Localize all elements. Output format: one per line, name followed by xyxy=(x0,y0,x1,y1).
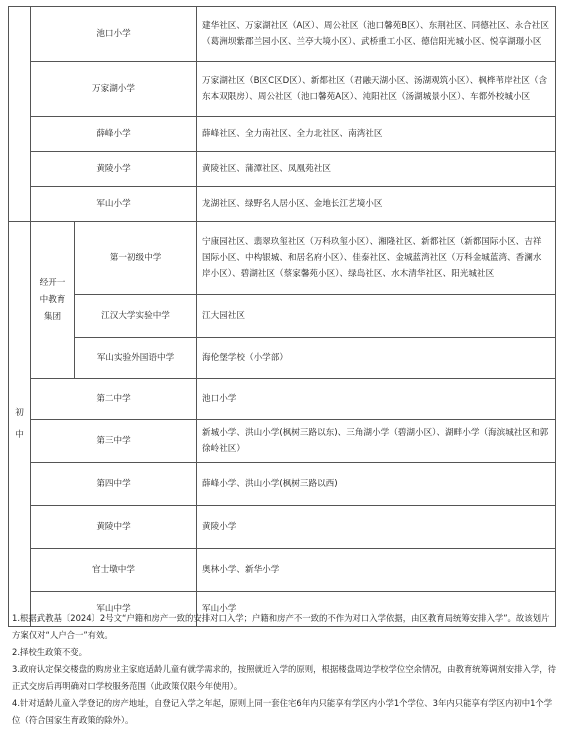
catchment-scope: 新城小学、洪山小学(枫树三路以东)、三角湖小学（碧湖小区）、湖畔小学（海滨城社区和郭徐岭社区） xyxy=(197,420,556,463)
school-zoning-table xyxy=(8,6,556,627)
level-cell-middle xyxy=(9,222,31,627)
table-row xyxy=(9,379,556,420)
table-row xyxy=(9,187,556,222)
school-name: 黄陵小学 xyxy=(31,152,197,187)
catchment-scope: 江大园社区 xyxy=(197,295,556,338)
school-name: 薛峰小学 xyxy=(31,117,197,152)
level-label: 初中 xyxy=(15,408,24,440)
note-item: 1.根据武教基〔2024〕2号文“户籍和房产一致的安排对口入学；户籍和房产不一致的不作为对口入学依据，由区教育局统筹安排入学”。故该划片方案仅对“人户合一”有效。 xyxy=(12,613,550,640)
school-name: 江汉大学实验中学 xyxy=(75,295,197,338)
school-name: 官士墩中学 xyxy=(31,549,197,592)
catchment-scope: 宁康园社区、翡翠玖玺社区（万科玖玺小区）、湘隆社区、新都社区（新都国际小区、吉祥国际小区、中构银城、和居名府小区）、佳泰社区、金城蓝湾社区（万科金城蓝湾、香澜水岸小区）、碧湖社区（蔡家馨苑小区）、绿岛社区、水木清华社区、阳光城社区 xyxy=(197,222,556,295)
policy-notes xyxy=(12,610,556,729)
school-name: 池口小学 xyxy=(31,7,197,62)
catchment-scope: 池口小学 xyxy=(197,379,556,420)
table-row xyxy=(9,117,556,152)
level-cell-primary-continued xyxy=(9,7,31,222)
school-name: 万家湖小学 xyxy=(31,62,197,117)
school-name: 第三中学 xyxy=(31,420,197,463)
catchment-scope: 龙湖社区、绿野名人居小区、金地长江艺境小区 xyxy=(197,187,556,222)
catchment-scope: 建华社区、万家湖社区（A区）、周公社区（池口馨苑B区）、东荆社区、同德社区、永合社区（葛洲坝紫郡兰园小区、兰亭大境小区）、武桥重工小区、德信阳光城小区、悦享湖璟小区 xyxy=(197,7,556,62)
school-name: 军山实验外国语中学 xyxy=(75,338,197,379)
catchment-scope: 薛峰社区、全力南社区、全力北社区、南湾社区 xyxy=(197,117,556,152)
table-row xyxy=(9,549,556,592)
school-name: 黄陵中学 xyxy=(31,506,197,549)
table-row xyxy=(9,506,556,549)
table-row xyxy=(9,62,556,117)
catchment-scope: 军山小学 xyxy=(197,592,556,627)
school-name: 军山中学 xyxy=(31,592,197,627)
note-item: 4.针对适龄儿童入学登记的房产地址，自登记入学之年起，原则上同一套住宅6年内只能享有学区内小学1个学位、3年内只能享有学区内初中1个学位（符合国家生育政策的除外）。 xyxy=(12,698,553,725)
school-name: 第一初级中学 xyxy=(75,222,197,295)
table-row xyxy=(9,295,556,338)
catchment-scope: 黄陵小学 xyxy=(197,506,556,549)
catchment-scope: 薛峰小学、洪山小学(枫树三路以西) xyxy=(197,463,556,506)
table-row xyxy=(9,420,556,463)
catchment-scope: 黄陵社区、蒲潭社区、凤凰苑社区 xyxy=(197,152,556,187)
catchment-scope: 奥林小学、新华小学 xyxy=(197,549,556,592)
school-name: 第四中学 xyxy=(31,463,197,506)
school-name: 第二中学 xyxy=(31,379,197,420)
note-item: 3.政府认定保交楼盘的购房业主家庭适龄儿童有就学需求的，按照就近入学的原则，根据楼盘周边学校学位空余情况，由教育统筹调剂安排入学，待正式交房后再明确对口学校服务范围（此政策仅限今年使用）。 xyxy=(12,664,556,691)
school-name: 军山小学 xyxy=(31,187,197,222)
catchment-scope: 海伦堡学校（小学部） xyxy=(197,338,556,379)
table-row xyxy=(9,463,556,506)
note-item: 2.择校生政策不变。 xyxy=(12,647,87,657)
table-row xyxy=(9,7,556,62)
education-group-name: 经开一中教育集团 xyxy=(31,222,75,379)
table-row xyxy=(9,222,556,295)
table-row xyxy=(9,152,556,187)
table-row xyxy=(9,338,556,379)
catchment-scope: 万家湖社区（B区C区D区）、新都社区（君融天湖小区、汤湖观筑小区）、枫桦苇岸社区（含东本双限房）、周公社区（池口馨苑A区）、沌阳社区（汤湖城景小区）、车都外校城小区 xyxy=(197,62,556,117)
